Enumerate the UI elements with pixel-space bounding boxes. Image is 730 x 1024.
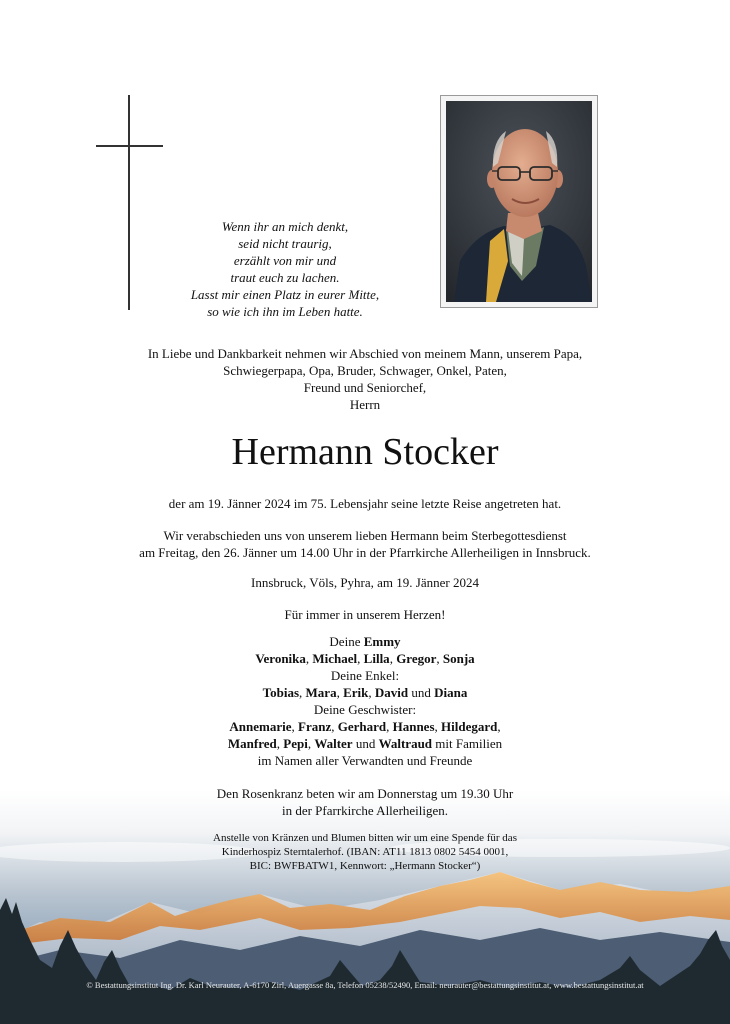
sibling-name: Walter <box>314 736 353 751</box>
donation-line: BIC: BWFBATW1, Kennwort: „Hermann Stocker“) <box>249 860 481 872</box>
poem-line: Lasst mir einen Platz in eurer Mitte, <box>190 287 380 302</box>
sibling-name: Gerhard <box>337 719 387 734</box>
rosary-text <box>0 785 730 819</box>
poem-line: seid nicht traurig, <box>238 236 332 251</box>
intro-line: In Liebe und Dankbarkeit nehmen wir Abschied von meinem Mann, unserem Papa, <box>147 346 583 361</box>
intro-line: Schwiegerpapa, Opa, Bruder, Schwager, Onkel, Paten, <box>223 363 507 378</box>
donation-line: Kinderhospiz Sterntalerhof. (IBAN: AT11 1813 0802 5454 0001, <box>221 846 509 858</box>
grandchild-name: Erik <box>343 685 369 700</box>
cross-icon <box>128 95 130 310</box>
grandchildren-line: Tobias, Mara, Erik, David und Diana <box>262 685 468 700</box>
cross-icon-bar <box>96 145 163 147</box>
grandchildren-label: Deine Enkel: <box>330 668 400 683</box>
poem <box>160 218 410 320</box>
grandchild-name: Diana <box>434 685 468 700</box>
sibling-name: Manfred <box>227 736 277 751</box>
motto <box>0 606 730 623</box>
death-notice <box>0 495 730 512</box>
siblings-label: Deine Geschwister: <box>313 702 417 717</box>
donation-text <box>0 831 730 873</box>
siblings-and: und <box>355 736 376 751</box>
child-name: Sonja <box>442 651 475 666</box>
sibling-name: Waltraud <box>378 736 433 751</box>
sibling-name: Hannes <box>392 719 435 734</box>
child-name: Veronika <box>255 651 306 666</box>
child-name: Gregor <box>396 651 437 666</box>
deceased-name: Hermann Stocker <box>231 431 499 473</box>
child-name: Lilla <box>363 651 390 666</box>
death-notice-line: der am 19. Jänner 2024 im 75. Lebensjahr seine letzte Reise angetreten hat. <box>168 496 562 511</box>
grandchild-name: David <box>374 685 409 700</box>
grandchild-name: Mara <box>305 685 337 700</box>
siblings-suffix: mit Familien <box>435 736 503 751</box>
motto-line: Für immer in unserem Herzen! <box>284 607 446 622</box>
poem-line: Wenn ihr an mich denkt, <box>221 219 349 234</box>
sibling-name: Pepi <box>283 736 308 751</box>
service-line: Wir verabschieden uns von unserem lieben Hermann beim Sterbegottesdienst <box>163 528 567 543</box>
place-date <box>0 574 730 591</box>
wife-line <box>0 633 730 650</box>
intro-text <box>0 345 730 413</box>
relatives-line: im Namen aller Verwandten und Freunde <box>257 753 473 768</box>
children-line: Veronika, Michael, Lilla, Gregor, Sonja <box>255 651 475 666</box>
rosary-line: in der Pfarrkirche Allerheiligen. <box>281 803 449 818</box>
service-line: am Freitag, den 26. Jänner um 14.00 Uhr in der Pfarrkirche Allerheiligen in Innsbruck. <box>139 545 591 560</box>
grandchildren-and: und <box>411 685 431 700</box>
poem-line: so wie ich ihn im Leben hatte. <box>207 304 363 319</box>
family-list <box>0 633 730 769</box>
sibling-name: Annemarie <box>229 719 292 734</box>
rosary-line: Den Rosenkranz beten wir am Donnerstag um 19.30 Uhr <box>216 786 514 801</box>
wife-prefix: Deine <box>329 634 361 649</box>
sibling-name: Franz <box>298 719 332 734</box>
siblings-line: Annemarie, Franz, Gerhard, Hannes, Hildegard, <box>229 719 501 734</box>
footer-imprint: © Bestattungsinstitut Ing. Dr. Karl Neurauter, A-6170 Zirl, Auergasse 8a, Telefon 05238/52490, Email: neurauter@bestattungsinstitut.at, www.bestattungsinstitut.at <box>86 980 644 990</box>
wife-name: Emmy <box>363 634 401 649</box>
siblings-line: Manfred, Pepi, Walter und Waltraud mit Familien <box>227 736 503 751</box>
place-date-line: Innsbruck, Völs, Pyhra, am 19. Jänner 2024 <box>251 575 479 590</box>
portrait-frame <box>440 95 598 308</box>
intro-line: Freund und Seniorchef, <box>303 380 427 395</box>
poem-line: traut euch zu lachen. <box>230 270 340 285</box>
service-text <box>0 527 730 561</box>
donation-line: Anstelle von Kränzen und Blumen bitten wir um eine Spende für das <box>213 832 517 844</box>
sibling-name: Hildegard <box>441 719 498 734</box>
poem-line: erzählt von mir und <box>233 253 337 268</box>
grandchild-name: Tobias <box>262 685 300 700</box>
intro-line: Herrn <box>349 397 381 412</box>
portrait-photo <box>446 101 592 302</box>
child-name: Michael <box>312 651 358 666</box>
